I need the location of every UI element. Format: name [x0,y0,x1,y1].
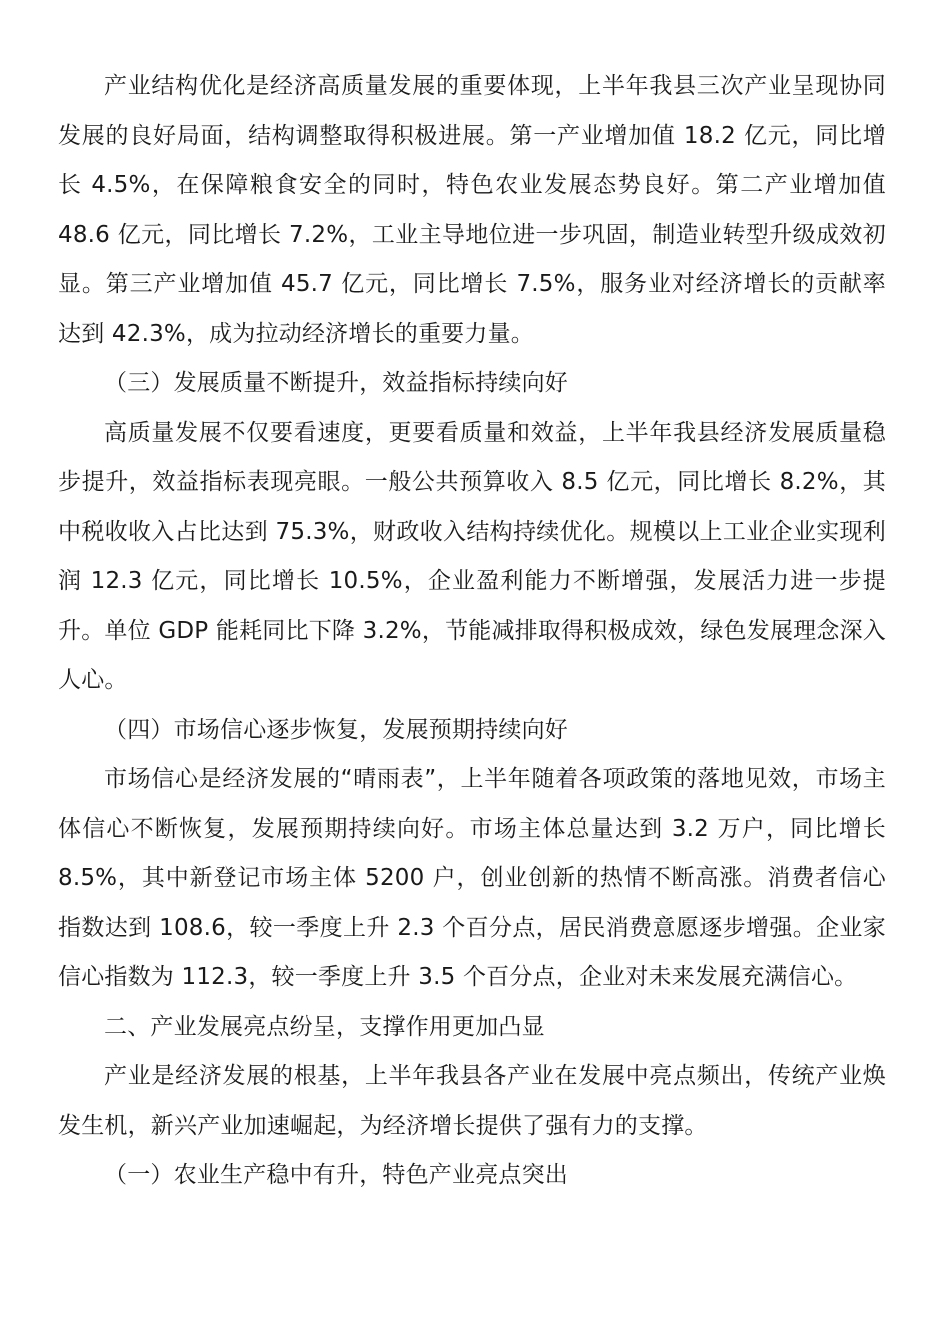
paragraph-market-confidence: 市场信心是经济发展的“晴雨表”，上半年随着各项政策的落地见效，市场主体信心不断恢复，发展预期持续向好。市场主体总量达到 3.2 万户，同比增长 8.5%，其中新登记市场主体 5200 户，创业创新的热情不断高涨。消费者信心指数达到 108.6，较一季度上升 2.3 个百分点，居民消费意愿逐步增强。企业家信心指数为 112.3，较一季度上升 3.5 个百分点，企业对未来发展充满信心。 [58,766,886,990]
heading-market-confidence: （四）市场信心逐步恢复，发展预期持续向好 [104,716,568,743]
heading-agriculture: （一）农业生产稳中有升，特色产业亮点突出 [104,1162,568,1188]
heading-development-quality: （三）发展质量不断提升，效益指标持续向好 [104,370,568,396]
paragraph-industry-highlights: 产业是经济发展的根基，上半年我县各产业在发展中亮点频出，传统产业焕发生机，新兴产业加速崛起，为经济增长提供了强有力的支撑。 [58,1063,886,1139]
heading-industry-highlights: 二、产业发展亮点纷呈，支撑作用更加凸显 [104,1013,545,1040]
document-page [58,62,886,1201]
paragraph-development-quality: 高质量发展不仅要看速度，更要看质量和效益，上半年我县经济发展质量稳步提升，效益指标表现亮眼。一般公共预算收入 8.5 亿元，同比增长 8.2%，其中税收收入占比达到 75.3%，财政收入结构持续优化。规模以上工业企业实现利润 12.3 亿元，同比增长 10.5%，企业盈利能力不断增强，发展活力进一步提升。单位 GDP 能耗同比下降 3.2%，节能减排取得积极成效，绿色发展理念深入人心。 [58,419,886,693]
paragraph-industrial-structure: 产业结构优化是经济高质量发展的重要体现，上半年我县三次产业呈现协同发展的良好局面，结构调整取得积极进展。第一产业增加值 18.2 亿元，同比增长 4.5%，在保障粮食安全的同时，特色农业发展态势良好。第二产业增加值 48.6 亿元，同比增长 7.2%，工业主导地位进一步巩固，制造业转型升级成效初显。第三产业增加值 45.7 亿元，同比增长 7.5%，服务业对经济增长的贡献率达到 42.3%，成为拉动经济增长的重要力量。 [58,73,886,347]
